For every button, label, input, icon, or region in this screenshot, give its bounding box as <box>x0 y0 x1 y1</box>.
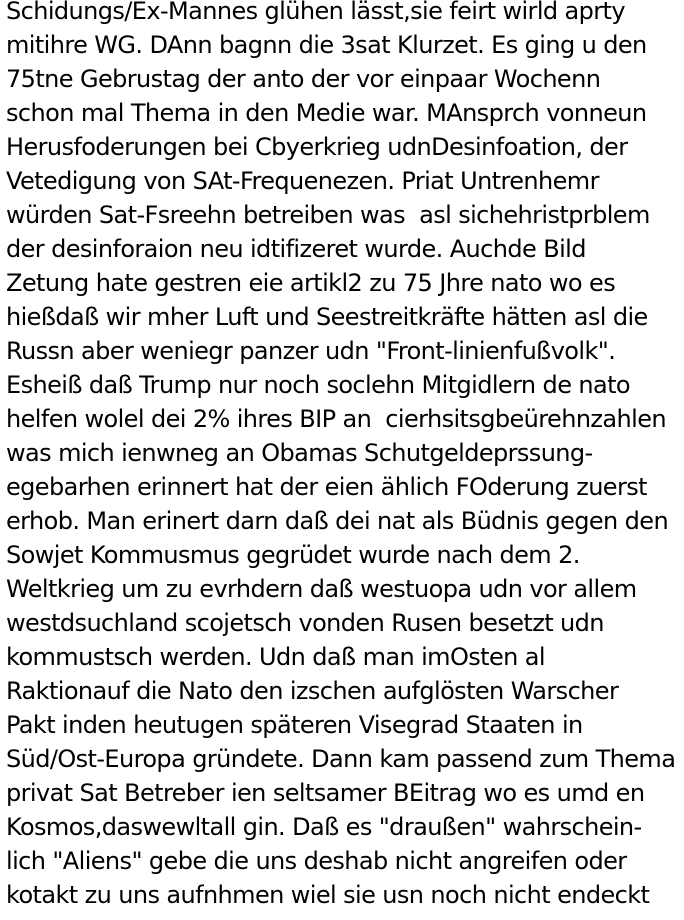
text-line: Schidungs/Ex-Mannes glühen lässt,sie feirt wirld aprty <box>6 0 625 25</box>
text-line: westdsuchland scojetsch vonden Rusen besetzt udn <box>6 609 604 637</box>
text-line: Pakt inden heutugen späteren Visegrad Staaten in <box>6 711 583 739</box>
text-line: privat Sat Betreber ien seltsamer BEitrag wo es umd en <box>6 779 645 807</box>
text-line: kotakt zu uns aufnhmen wiel sie usn noch nicht endeckt <box>6 881 650 909</box>
text-line: schon mal Thema in den Medie war. MAnsprch vonneun <box>6 99 647 127</box>
text-line: Esheiß daß Trump nur noch soclehn Mitgidlern de nato <box>6 371 630 399</box>
text-line: hießdaß wir mher Luft und Seestreitkräfte hätten asl die <box>6 303 648 331</box>
text-line: Süd/Ost-Europa gründete. Dann kam passend zum Thema <box>6 745 676 773</box>
text-line: erhob. Man erinert darn daß dei nat als Büdnis gegen den <box>6 507 669 535</box>
text-line: der desinforaion neu idtifizeret wurde. Auchde Bild <box>6 235 586 263</box>
text-line: Russn aber weniegr panzer udn "Front-linienfußvolk". <box>6 337 616 365</box>
text-line: helfen wolel dei 2% ihres BIP an cierhsitsgbeürehnzahlen <box>6 405 666 433</box>
text-line: Raktionauf die Nato den izschen aufglösten Warscher <box>6 677 619 705</box>
text-line: Sowjet Kommusmus gegrüdet wurde nach dem 2. <box>6 541 580 569</box>
text-line: mitihre WG. DAnn bagnn die 3sat Klurzet. Es ging u den <box>6 31 647 59</box>
text-line: was mich ienwneg an Obamas Schutgeldeprssung- <box>6 439 593 467</box>
text-line: Herusfoderungen bei Cbyerkrieg udnDesinfoation, der <box>6 133 628 161</box>
text-line: kommustsch werden. Udn daß man imOsten al <box>6 643 545 671</box>
text-line: Weltkrieg um zu evrhdern daß westuopa udn vor allem <box>6 575 637 603</box>
text-line: egebarhen erinnert hat der eien ählich FOderung zuerst <box>6 473 647 501</box>
text-line: würden Sat-Fsreehn betreiben was asl sichehristprblem <box>6 201 650 229</box>
document-text <box>6 0 684 912</box>
text-line: Zetung hate gestren eie artikl2 zu 75 Jhre nato wo es <box>6 269 616 297</box>
text-line: Kosmos,daswewltall gin. Daß es "draußen" wahrschein- <box>6 813 642 841</box>
text-line: lich "Aliens" gebe die uns deshab nicht angreifen oder <box>6 847 627 875</box>
text-line: Vetedigung von SAt-Frequenezen. Priat Untrenhemr <box>6 167 599 195</box>
text-line: 75tne Gebrustag der anto der vor einpaar Wochenn <box>6 65 601 93</box>
